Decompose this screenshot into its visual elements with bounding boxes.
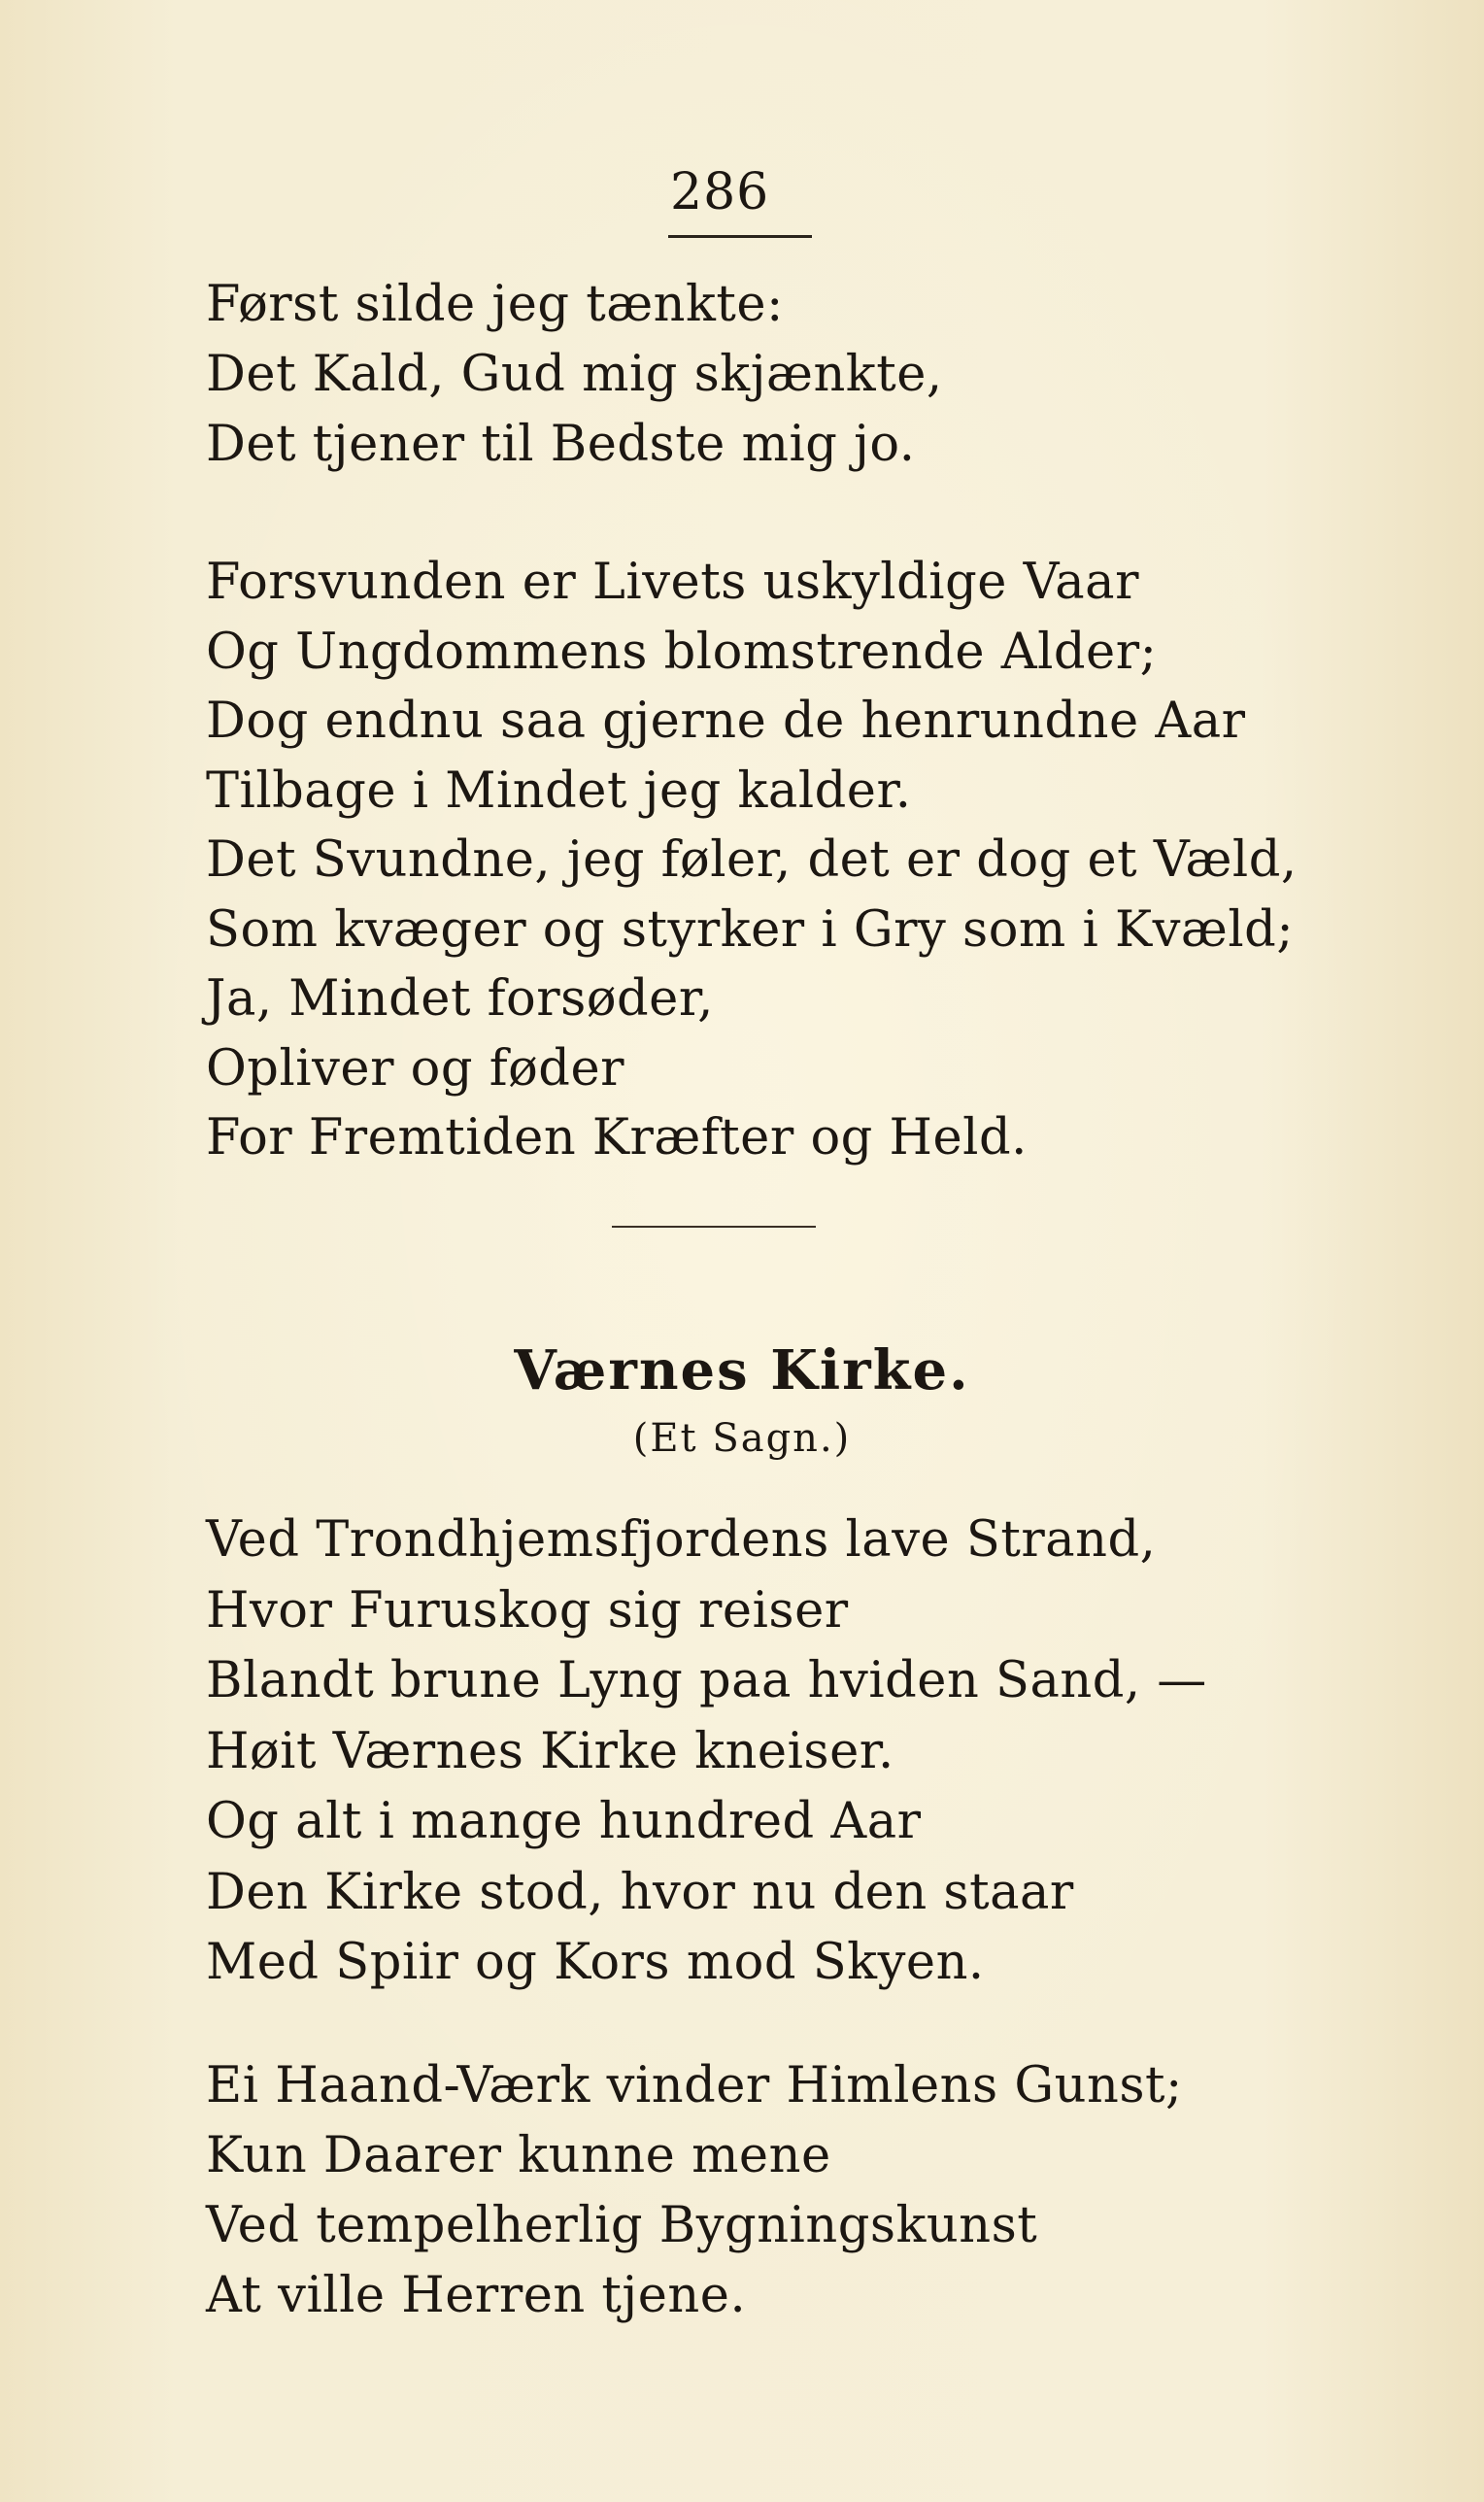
verse-line: Dog endnu saa gjerne de henrundne Aar	[206, 693, 1246, 750]
verse-line: Først silde jeg tænkte:	[206, 276, 784, 333]
verse-line: Ved Trondhjemsfjordens lave Strand,	[206, 1511, 1157, 1569]
verse-line: Ei Haand-Værk vinder Himlens Gunst;	[206, 2057, 1183, 2114]
verse-line: Og Ungdommens blomstrende Alder;	[206, 623, 1158, 681]
verse-line: Hvor Furuskog sig reiser	[206, 1581, 849, 1640]
verse-line: Med Spiir og Kors mod Skyen.	[206, 1934, 985, 1991]
verse-line: For Fremtiden Kræfter og Held.	[206, 1109, 1028, 1166]
verse-line: Tilbage i Mindet jeg kalder.	[206, 761, 912, 820]
verse-line: Kun Daarer kunne mene	[206, 2127, 831, 2184]
verse-line: Det Svundne, jeg føler, det er dog et Væld,	[206, 831, 1298, 889]
verse-line: Forsvunden er Livets uskyldige Vaar	[206, 554, 1139, 611]
verse-line: Som kvæger og styrker i Gry som i Kvæld;	[206, 900, 1295, 959]
stanza	[206, 270, 943, 480]
stanza	[206, 1505, 1207, 1999]
page-number: 286	[670, 163, 770, 221]
verse-line: Og alt i mange hundred Aar	[206, 1793, 922, 1850]
verse-line: Det Kald, Gud mig skjænkte,	[206, 346, 943, 403]
poem-title: Værnes Kirke.	[514, 1338, 970, 1403]
verse-line: Ved tempelherlig Bygningskunst	[206, 2197, 1038, 2254]
stanza	[206, 548, 1298, 1173]
verse-line: Det tjener til Bedste mig jo.	[206, 416, 916, 473]
section-divider	[612, 1226, 816, 1228]
verse-line: Den Kirke stod, hvor nu den staar	[206, 1863, 1074, 1921]
poem-subtitle: (Et Sagn.)	[632, 1416, 852, 1461]
verse-line: At ville Herren tjene.	[206, 2267, 747, 2324]
verse-line: Ja, Mindet forsøder,	[206, 970, 714, 1028]
verse-line: Høit Værnes Kirke kneiser.	[206, 1722, 894, 1780]
verse-line: Blandt brune Lyng paa hviden Sand, —	[206, 1652, 1207, 1709]
verse-line: Opliver og føder	[206, 1039, 625, 1098]
stanza	[206, 2051, 1183, 2331]
header-rule	[668, 235, 812, 238]
